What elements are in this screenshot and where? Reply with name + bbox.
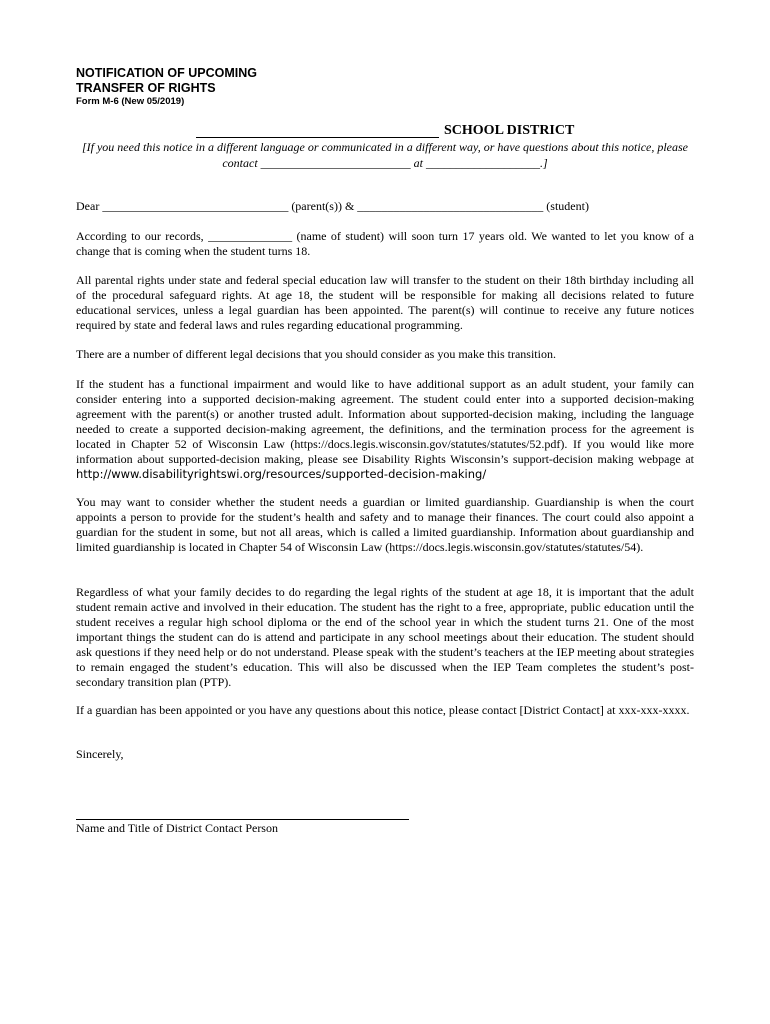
paragraph-age-notice: According to our records, ______________ (name of student) will soon turn 17 years old. We wanted to let you know of a change that is coming when the student turns 18. [76,229,694,258]
paragraph-supported-decision-making [76,377,694,482]
form-number: Form M-6 (New 05/2019) [76,96,185,107]
language-assistance-note: [If you need this notice in a different language or communicated in a different way, or have questions about this notice, please contact _________________________ at ___________________.] [81,140,688,170]
disability-rights-link[interactable]: http://www.disabilityrightswi.org/resources/supported-decision-making/ [76,467,487,481]
signature-line [76,819,409,820]
paragraph-contact: If a guardian has been appointed or you have any questions about this notice, please contact [District Contact] at xxx-xxx-xxxx. [76,703,690,717]
paragraph-guardianship: You may want to consider whether the student needs a guardian or limited guardianship. Guardianship is when the court appoints a person to provide for the student’s health and safety and to manage their finances. The court could also appoint a guardian for the student in some, but not all areas, which is called a limited guardianship. Information about guardianship and limited guardianship is located in Chapter 54 of Wisconsin Law (https://docs.legis.wisconsin.gov/statutes/statutes/54). [76,495,694,554]
salutation: Dear _______________________________ (parent(s)) & _______________________________ (student) [76,199,589,213]
form-title-line1: NOTIFICATION OF UPCOMING [76,66,258,80]
paragraph-legal-decisions: There are a number of different legal decisions that you should consider as you make this transition. [76,347,556,361]
paragraph-student-involvement: Regardless of what your family decides to do regarding the legal rights of the student at age 18, it is important that the adult student remain active and involved in their education. The student has the right to a free, appropriate, public education until the student receives a regular high school diploma or the end of the school year in which the student turns 21. One of the most important things the student can do is attend and participate in any school meetings about their education. The student should ask questions if they need help or do not understand. Please speak with the student’s teachers at the IEP meeting about strategies to remain engaged the student’s education. This will also be discussed when the IEP Team completes the student’s post-secondary transition plan (PTP). [76,585,694,689]
form-title-line2: TRANSFER OF RIGHTS [76,81,216,95]
closing: Sincerely, [76,747,124,761]
paragraph-supported-decision-making-text: If the student has a functional impairment and would like to have additional support as an adult student, your family can consider entering into a supported decision-making agreement. The student could enter into a supported decision-making agreement with the parent(s) or another trusted adult. Information about supported-decision making, including the language needed to create a supported decision-making agreement, the definitions, and the termination process for the agreement is located in Chapter 52 of Wisconsin Law (https://docs.legis.wisconsin.gov/statutes/statutes/52.pdf). If you would like more information about supported-decision making, please see Disability Rights Wisconsin’s support-decision making webpage at [76,377,694,466]
paragraph-rights-transfer: All parental rights under state and federal special education law will transfer to the student on their 18th birthday including all of the procedural safeguard rights. At age 18, the student will be responsible for making all decisions related to future educational services, unless a legal guardian has been appointed. The parent(s) will continue to receive any future notices required by state and federal laws and rules regarding educational programming. [76,273,694,332]
signature-label: Name and Title of District Contact Person [76,821,278,835]
district-label: SCHOOL DISTRICT [444,123,575,138]
district-name-blank [196,137,439,138]
